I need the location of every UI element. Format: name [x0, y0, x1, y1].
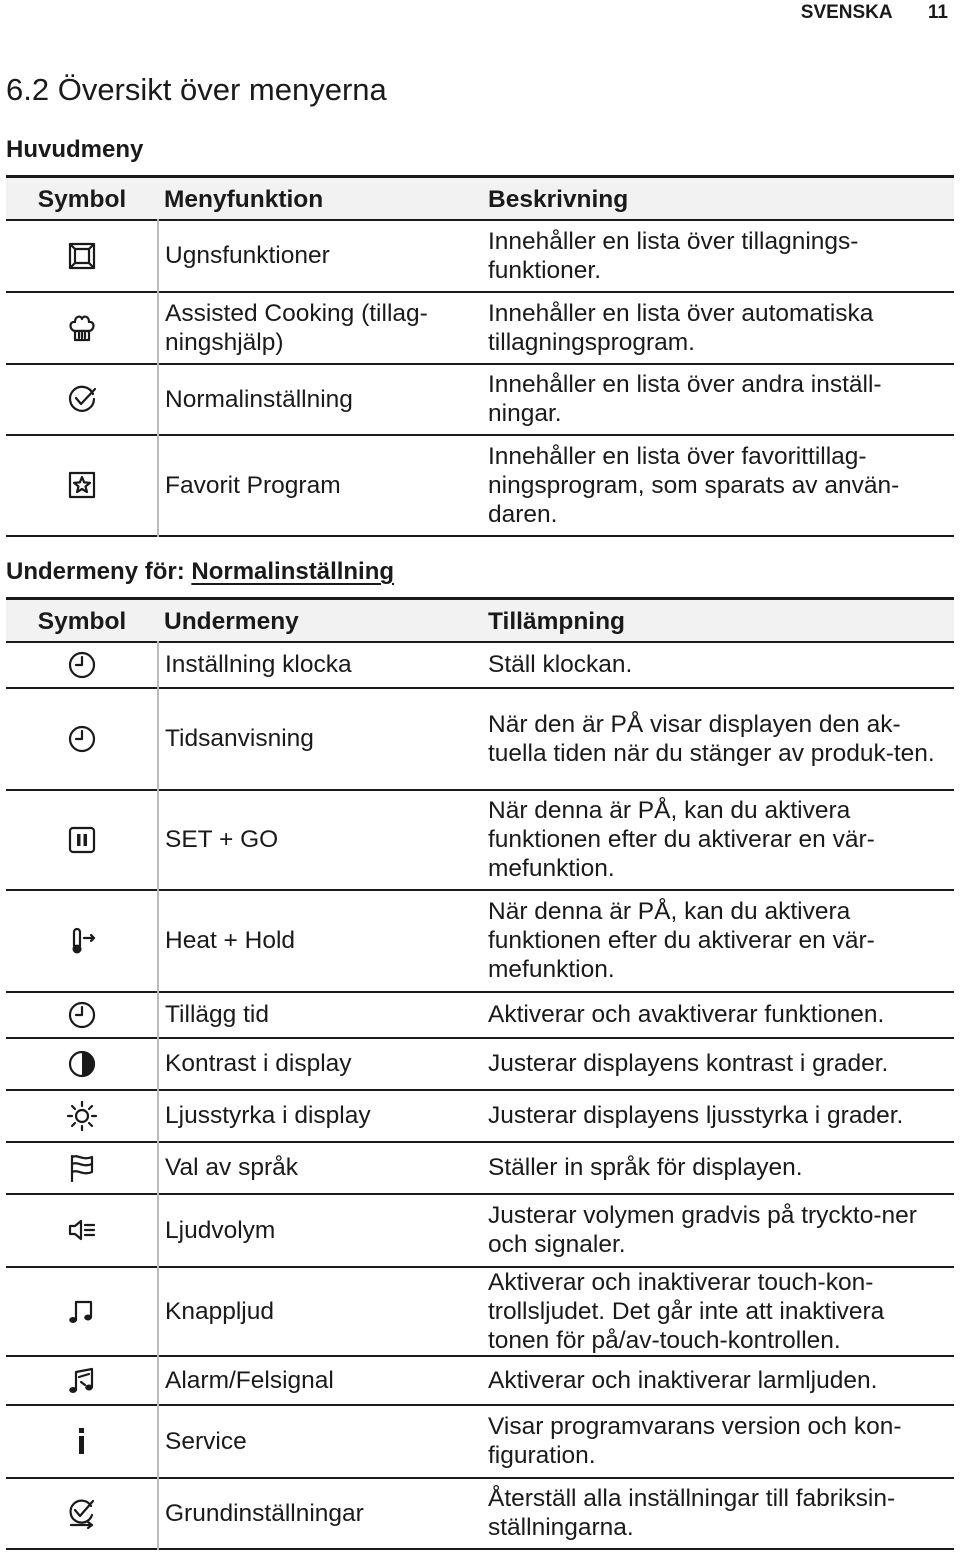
main-menu-description: Innehåller en lista över andra inställ-ningar.: [488, 371, 882, 427]
submenu-row: [6, 1356, 954, 1405]
submenu-description: Ställ klockan.: [488, 651, 633, 678]
column-header-symbol: Symbol: [6, 599, 158, 642]
submenu-function-name: Tillägg tid: [165, 1001, 269, 1028]
submenu-row: [6, 1405, 954, 1478]
symbol-cell: [6, 1194, 158, 1267]
symbol-cell: [6, 292, 158, 364]
symbol-cell: [6, 435, 158, 536]
submenu-heading: [6, 558, 394, 586]
info-icon: [65, 1424, 99, 1458]
clock-icon: [65, 998, 99, 1032]
submenu-description: Återställ alla inställningar till fabriksin-ställningarna.: [488, 1485, 896, 1541]
symbol-cell: [6, 1142, 158, 1194]
submenu-description: När den är PÅ visar displayen den ak-tuella tiden när du stänger av produk-ten.: [488, 710, 935, 767]
submenu-function-name: Val av språk: [165, 1154, 298, 1181]
submenu-row: [6, 1142, 954, 1194]
chef-hat-icon: [65, 311, 99, 345]
submenu-function-name: Ljusstyrka i display: [165, 1102, 371, 1129]
submenu-function-name: Tidsanvisning: [165, 725, 314, 752]
main-menu-row: [6, 435, 954, 536]
factory-reset-icon: [65, 1496, 99, 1530]
symbol-cell: [6, 1405, 158, 1478]
symbol-cell: [6, 1478, 158, 1549]
header-language: SVENSKA: [800, 2, 893, 23]
main-menu-description: Innehåller en lista över automatiska tillagningsprogram.: [488, 299, 874, 356]
submenu-function-name: Kontrast i display: [165, 1050, 352, 1077]
submenu-description: När denna är PÅ, kan du aktivera funktionen efter du aktiverar en vär-mefunktion.: [488, 797, 875, 882]
submenu-function-name: Grundinställningar: [165, 1499, 364, 1527]
submenu-row: [6, 688, 954, 790]
submenu-row: [6, 1038, 954, 1090]
column-header-function: Menyfunktion: [158, 177, 488, 220]
main-menu-function-name: Favorit Program: [165, 471, 341, 499]
main-menu-row: [6, 364, 954, 435]
symbol-cell: [6, 1267, 158, 1356]
submenu-header-row: [6, 599, 954, 642]
symbol-cell: [6, 790, 158, 890]
submenu-function-name: SET + GO: [165, 826, 279, 853]
symbol-cell: [6, 1356, 158, 1405]
submenu-description: Aktiverar och inaktiverar touch-kon-trollsljudet. Det går inte att inaktivera tonen för på/av-touch-kontrollen.: [488, 1268, 885, 1354]
section-title: 6.2 Översikt över menyerna: [6, 72, 387, 107]
main-menu-header-row: [6, 177, 954, 220]
symbol-cell: [6, 1090, 158, 1142]
submenu-row: [6, 1478, 954, 1549]
thermometer-hold-icon: [65, 924, 99, 958]
symbol-cell: [6, 642, 158, 688]
submenu-function-name: Heat + Hold: [165, 927, 296, 954]
submenu-description: Ställer in språk för displayen.: [488, 1154, 803, 1181]
symbol-cell: [6, 220, 158, 292]
symbol-cell: [6, 688, 158, 790]
submenu-function-name: Ljudvolym: [165, 1216, 276, 1244]
check-circle-icon: [65, 382, 99, 416]
submenu-table: [6, 597, 954, 1550]
main-menu-row: [6, 220, 954, 292]
main-menu-row: [6, 292, 954, 364]
symbol-cell: [6, 1038, 158, 1090]
submenu-row: [6, 1267, 954, 1356]
music-note-icon: [65, 1294, 99, 1328]
main-menu-description: Innehåller en lista över favorittillag-ningsprogram, som sparats av använ-daren.: [488, 442, 900, 528]
submenu-row: [6, 992, 954, 1038]
submenu-description: Justerar displayens kontrast i grader.: [488, 1050, 889, 1077]
submenu-heading-link[interactable]: Normalinställning: [191, 558, 395, 585]
submenu-description: Visar programvarans version och kon-figuration.: [488, 1413, 902, 1469]
main-menu-table: [6, 175, 954, 537]
submenu-description: Justerar volymen gradvis på trycktо-ner och signaler.: [488, 1202, 917, 1258]
submenu-row: [6, 1194, 954, 1267]
submenu-description: Aktiverar och inaktiverar larmljuden.: [488, 1366, 878, 1394]
column-header-description: Beskrivning: [488, 177, 954, 220]
submenu-function-name: Knappljud: [165, 1297, 274, 1325]
clock-icon: [65, 648, 99, 682]
page-number: 11: [927, 2, 948, 23]
page-header: [801, 2, 948, 24]
language-flag-icon: [65, 1151, 99, 1185]
submenu-row: [6, 890, 954, 992]
contrast-icon: [65, 1047, 99, 1081]
column-header-application: Tillämpning: [488, 599, 954, 642]
oven-functions-icon: [65, 239, 99, 273]
alarm-note-icon: [65, 1363, 99, 1397]
favorite-star-icon: [65, 468, 99, 502]
submenu-description: Aktiverar och avaktiverar funktionen.: [488, 1001, 885, 1028]
main-menu-heading: Huvudmeny: [6, 136, 144, 163]
symbol-cell: [6, 992, 158, 1038]
column-header-symbol: Symbol: [6, 177, 158, 220]
main-menu-function-name: Assisted Cooking (tillag-ningshjälp): [165, 299, 428, 356]
pause-square-icon: [65, 823, 99, 857]
submenu-heading-prefix: Undermeny för:: [6, 558, 192, 585]
main-menu-function-name: Normalinställning: [165, 385, 353, 413]
symbol-cell: [6, 364, 158, 435]
main-menu-description: Innehåller en lista över tillagnings-funktioner.: [488, 227, 859, 284]
submenu-function-name: Alarm/Felsignal: [165, 1366, 334, 1394]
submenu-row: [6, 790, 954, 890]
submenu-function-name: Inställning klocka: [165, 651, 352, 678]
submenu-row: [6, 642, 954, 688]
main-menu-function-name: Ugnsfunktioner: [165, 242, 330, 269]
symbol-cell: [6, 890, 158, 992]
submenu-description: När denna är PÅ, kan du aktivera funktionen efter du aktiverar en vär-mefunktion.: [488, 898, 875, 983]
submenu-function-name: Service: [165, 1427, 247, 1455]
clock-icon: [65, 722, 99, 756]
submenu-row: [6, 1090, 954, 1142]
speaker-volume-icon: [65, 1213, 99, 1247]
brightness-sun-icon: [65, 1099, 99, 1133]
submenu-description: Justerar displayens ljusstyrka i grader.: [488, 1102, 904, 1129]
column-header-submenu: Undermeny: [158, 599, 488, 642]
